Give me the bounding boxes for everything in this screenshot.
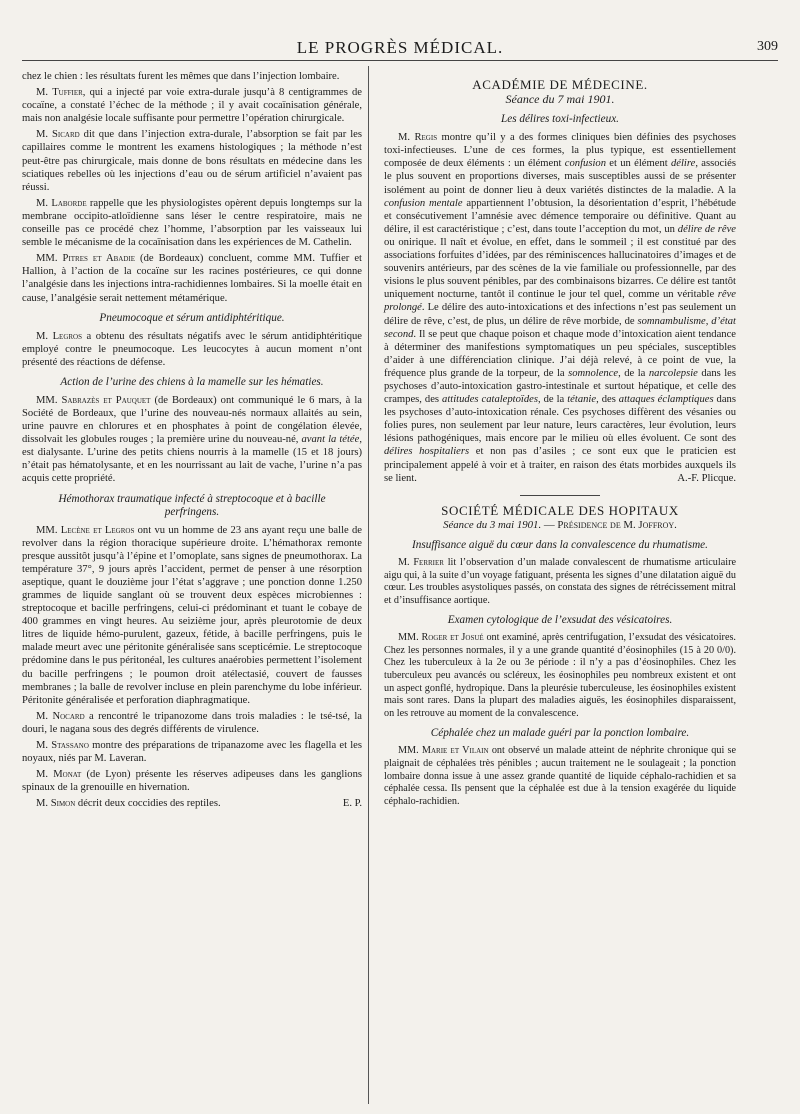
section-title: ACADÉMIE DE MÉDECINE. <box>472 77 648 92</box>
paragraph-text: ont vu un homme de 23 ans ayant reçu une balle de revolver dans la région thoracique supérieure droite. L’hémathorax remonte presque aussitôt jusqu’à l’épine et l’omoplate, sans signes de pneumothorax. La température 37°, 9 jours après l’accident, permet de penser à une résorption aseptique, quant le douzième jour l’état s’aggrave ; une ponction donne 1.250 grammes de liquide sanglant où se trouvent deux espèces microbiennes : streptocoque et bacille perfringens, celui-ci prédominant et tuant le cobaye de 400 grammes en vingt heures. Au seizième jour, après pleurotomie de deux litres de liquide hémo-purulent, gazeux, fétide, à bacille perfringens, puis le malade meurt avec une péritonite généralisée sans scepticémie. Le streptocoque prédomine dans le pus péritonéal, les cultures anaérobies permettent l’isolement du bacille perfringens ; le poumon droit atélectasié, couvert de fausses membranes ; la balle de revolver incluse en plein parenchyme du lobe inférieur. Péritonite généralisée et perforation diaphragmatique. <box>22 524 362 706</box>
subsection-heading: Insuffisance aiguë du cœur dans la convalescence du rhumatisme. <box>412 538 708 551</box>
author-name: Monat <box>53 769 82 781</box>
session-date: Séance du 7 mai 1901. <box>505 92 615 107</box>
author-name: Nocard <box>52 710 85 722</box>
paragraph-text: , des <box>596 394 619 406</box>
subsection-heading: Pneumocoque et sérum antidiphtéritique. <box>99 311 285 324</box>
paragraph: M. Regis montre qu’il y a des formes cliniques bien définies des psychoses toxi-infectieuses. L’une de ces formes, la plus typique, est essentiellement composée de deux éléments : un élément confusion et un élément délire, associés le plus souvent en proportions diverses, mais susceptibles aussi de se présenter isolément au point de donner lieu à deux variétés distinctes de la maladie. A la confusion mentale appartiennent l’obtusion, la désorientation d’esprit, l’hébétude et consécutivement l’amnésie avec démence temporaire ou définitive. Quant au délire, il est caractéristique ; c’est, dans toute l’acception du mot, un délire de rêve ou onirique. Il naît et évolue, en effet, dans le sommeil ; il est constitué par des associations forfuites d’idées, par des réminiscences hallucinatoires d’images et de souvenirs antérieurs, par des scènes de la vie familiale ou professionnelle, par des visions le plus souvent pénibles, par des combinaisons bizarres. Ce délire est tantôt uniquement nocturne, tantôt il continue le jour tel quel, comme un véritable rêve prolongé. Le délire des auto-intoxications et des infections n’est pas seulement un délire de rêve, c’est, de plus, un délire de rêve morbide, de somnambulisme, d’état second. Il se peut que chaque poison et chaque mode d’intoxication aient tendance à déterminer des manifestions symptomatiques un peu spéciales, susceptibles d’aider à une différenciation clinique. J’ai déjà relevé, à ce point de vue, la fréquence plus grande de la torpeur, de la somnolence, de la narcolepsie dans les psychoses d’auto-intoxication gastro-intestinale et surtout hépatique, et celle des crampes, des attitudes cataleptoïdes, de la tétanie, des attaques éclamptiques dans les psychoses d’auto-intoxication rénale. Ces psychoses diffèrent des vésanies ou folies pures, non seulement par leur nature, leurs caractères, leur évolution, leurs lésions pathogéniques, mais encore par le milieu où elles évoluent. Ce sont des délires hospitaliers et non pas d’asiles ; ce sont eux que le praticien est principalement appelé à voir et à traiter, en raison des états morbides auxquels ils se lient. A.-F. Plicque. <box>384 132 737 484</box>
paragraph-text: (de Bordeaux) ont communiqué le 6 mars, à la Société de Bordeaux, que l’urine des nouveau-nés normaux allaités au sein, urine pauvre en chlorures et en phosphates à point de congélation élevée, dissolvait les globules rouges ; la première urine du nouveau-né, <box>22 394 362 446</box>
subsection-heading: Les délires toxi-infectieux. <box>501 113 619 126</box>
author-name: Ferrier <box>413 556 444 568</box>
journal-title: LE PROGRÈS MÉDICAL. <box>296 38 504 57</box>
subsection-heading: Examen cytologique de l’exsudat des vésicatoires. <box>447 614 673 627</box>
author-name: Pitres et Abadie <box>62 253 135 265</box>
author-name: Laborde <box>51 197 87 209</box>
paragraph-text: dans les psychoses d’auto-intoxication rénale. Ces psychoses diffèrent des vésanies ou folies pures, non seulement par leur nature, leurs caractères, leur évolution, leurs lésions pathogéniques, mais encore par le milieu où elles évoluent. Ce sont des <box>384 394 736 445</box>
paragraph-text: ont examiné, après centrifugation, l’exsudat des vésicatoires. Chez les personnes normales, il y a une grande quantité d’éosinophiles (15 à 20 0/0). Chez les tuberculeux à la 2e ou 3e période : il n’y a pas d’éosinophiles. Chez les tuberculeux peu avancés ou scléreux, les éosinophiles peu nombreux existent et ont un aspect gonflé, hydropique. Dans la pleurésie tuberculeuse, les éosinophiles existent mais sont rares. Dans la plupart des maladies aiguës, les éosinophiles disparaissent, on les retrouve au moment de la convalescence. <box>384 632 736 719</box>
page-number: 309 <box>757 39 778 54</box>
paragraph-text: rappelle que les physiologistes opèrent depuis longtemps sur la membrane occipito-atloïdienne sans léser le centre respiratoire, mais ne conseille pas ce procédé chez l’homme, l’absorption par les vaisseaux lui semble le mécanisme de la cocaïnisation dans les expériences de M. Cathelin. <box>22 197 363 249</box>
paragraph: M. Simon décrit deux coccidies des reptiles. E. P. <box>36 798 362 810</box>
paragraph: chez le chien : les résultats furent les mêmes que dans l’injection lombaire. <box>22 71 340 82</box>
paragraph-text: a obtenu des résultats négatifs avec le sérum antidiphtéritique employé contre le pneumocoque. Les leucocytes à aucun moment n’ont présenté des réactions de défense. <box>22 330 362 368</box>
paragraph: M. Legros a obtenu des résultats négatifs avec le sérum antidiphtéritique employé contre le pneumocoque. Les leucocytes à aucun moment n’ont présenté des réactions de défense. <box>22 330 362 368</box>
emphasis: délires hospitaliers <box>384 446 470 458</box>
paragraph-text: appartiennent l’obtusion, la désorientation d’esprit, l’hébétude et consécutivement l’amnésie avec démence temporaire ou définitive. Quant au délire, il est caractéristique ; c’est, dans toute l’acception du mot, un <box>384 197 737 235</box>
paragraph-text: , associés le plus souvent en proportions diverses, mais susceptibles aussi de se présenter isolément au point de donner lieu à deux variétés distinctes de la maladie. A la <box>384 158 736 196</box>
emphasis: confusion mentale <box>384 197 463 209</box>
signature: A.-F. Plicque. <box>677 472 736 484</box>
emphasis: somnambulisme, d’état second <box>384 315 736 340</box>
paragraph: M. Ferrier lit l’observation d’un malade convalescent de rhumatisme articulaire aigu qui, à la suite d’un voyage fatiguant, présenta les signes d’une dilatation aiguë du cœur. Les troubles asystoliques passés, on constata des signes de rétrécissement mitral et d’insuffisance aortique. <box>384 556 736 606</box>
author-name: Stassano <box>51 740 89 752</box>
left-column <box>22 70 362 814</box>
paragraph: MM. Marie et Vilain ont observé un malade atteint de néphrite chronique qui se plaignait de céphalées très pénibles ; aucun traitement ne le soulageait ; la ponction lombaire donna issue à une assez grande quantité de liquide céphalo-rachidien et sa céphalée cessa. Ils pensent que la céphalée est due à la tension exagérée du liquide céphalo-rachidien. <box>384 745 736 807</box>
emphasis: attitudes cataleptoïdes <box>442 394 538 406</box>
emphasis: avant la tétée <box>301 434 360 446</box>
author-name: Simon <box>50 798 76 810</box>
section-title: SOCIÉTÉ MÉDICALE DES HOPITAUX <box>441 502 679 518</box>
author-name: Tuffier <box>52 87 83 99</box>
paragraph-text: dans les psychoses d’auto-intoxication gastro-intestinale et surtout hépatique, et celle des crampes, des <box>384 367 737 406</box>
emphasis: narcolepsie <box>648 367 698 379</box>
paragraph-text: , de la <box>618 367 649 379</box>
subsection-heading: Action de l’urine des chiens à la mamelle sur les hématies. <box>60 375 324 388</box>
paragraph-text: . Le délire des auto-intoxications et des infections n’est pas seulement un délire de rêve, c’est, de plus, un délire de rêve morbide, de <box>384 302 736 327</box>
emphasis: délire de rêve <box>677 223 736 235</box>
paragraph-text: , qui a injecté par voie extra-durale jusqu’à 8 centigrammes de cocaïne, a constaté l’échec de la méthode ; il y avait cocaïnisation générale, mais non analgésie locale suffisante pour permettre l’opération chirurgicale. <box>22 87 362 125</box>
subsection-heading: Céphalée chez un malade guéri par la ponction lombaire. <box>430 727 690 740</box>
paragraph: M. Stassano montre des préparations de tripanazome avec les flagella et les noyaux, niés par M. Laveran. <box>22 740 362 765</box>
paragraph-text: décrit deux coccidies des reptiles. <box>75 798 221 810</box>
paragraph: M. Nocard a rencontré le tripanozome dans trois maladies : le tsé-tsé, la douri, le nagana sous des degrés différents de virulence. <box>22 710 363 735</box>
author-name: Roger et Josué <box>421 632 484 644</box>
paragraph-text: . Il se peut que chaque poison et chaque mode d’intoxication aient tendance à déterminer des manifestions symptomatiques un peu spéciales, susceptibles d’aider à une différenciation clinique. J’ai déjà relevé, à ce point de vue, la fréquence plus grande de la torpeur, de la <box>384 328 736 379</box>
paragraph: M. Laborde rappelle que les physiologistes opèrent depuis longtemps sur la membrane occipito-atloïdienne sans léser le centre respiratoire, mais ne conseille pas ce procédé chez l’homme, l’absorption par les vaisseaux lui semble le mécanisme de la cocaïnisation dans les expériences de M. Cathelin. <box>22 197 363 249</box>
paragraph-text: et un élément <box>606 158 671 170</box>
paragraph-text: ont observé un malade atteint de néphrite chronique qui se plaignait de céphalées très pénibles ; aucun traitement ne le soulageait ; la ponction lombaire donna issue à une assez grande quantité de liquide céphalo-rachidien et sa céphalée cessa. Ils pensent que la céphalée est due à la tension exagérée du liquide céphalo-rachidien. <box>384 745 736 807</box>
section-rule <box>520 495 600 496</box>
column-divider <box>368 66 369 1104</box>
emphasis: rêve prolongé <box>384 289 736 314</box>
subsection-heading: Hémothorax traumatique infecté à streptocoque et à bacille perfringens. <box>58 492 326 518</box>
session-date-text: Séance du 3 mai 1901. <box>443 518 542 531</box>
emphasis: somnolence <box>568 367 619 379</box>
paragraph-text: montre des préparations de tripanazome avec les flagella et les noyaux, niés par M. Laveran. <box>22 740 362 765</box>
paragraph-text: lit l’observation d’un malade convalescent de rhumatisme articulaire aigu qui, à la suite d’un voyage fatiguant, présenta les signes d’une dilatation aiguë du cœur. Les troubles asystoliques passés, on constata des signes de rétrécissement mitral et d’insuffisance aortique. <box>384 556 736 606</box>
paragraph: M. Monat (de Lyon) présente les réserves adipeuses dans les ganglions spinaux de la grenouille en hivernation. <box>22 769 363 794</box>
emphasis: délire <box>670 158 696 170</box>
paragraph-text: et non pas d’asiles ; ce sont eux que le praticien est principalement appelé à voir et à traiter, en raison des états morbides auxquels ils se lient. <box>384 446 736 484</box>
emphasis: tétanie <box>567 394 597 406</box>
section-body <box>384 539 736 809</box>
emphasis: confusion <box>564 158 606 170</box>
author-name: Regis <box>414 132 438 144</box>
paragraph-text: dit que dans l’injection extra-durale, l’absorption se fait par les capillaires comme le montrent les examens histologiques ; la méthode n’est peut-être pas chirurgicale, mais donne de bons résultats en médecine dans les sciatiques rebelles où les injections d’eau ou de sérum artificiel n’avaient pas réussi. <box>22 129 362 193</box>
page-header <box>22 36 778 61</box>
paragraph: M. Sicard dit que dans l’injection extra-durale, l’absorption se fait par les capillaires comme le montrent les examens histologiques ; la méthode n’est peut-être pas chirurgicale, mais donne de bons résultats en médecine dans les sciatiques rebelles où les injections d’eau ou de sérum artificiel n’avaient pas réussi. <box>22 129 362 193</box>
emphasis: attaques éclamptiques <box>618 394 714 406</box>
paragraph-text: (de Lyon) présente les réserves adipeuses dans les ganglions spinaux de la grenouille en hivernation. <box>22 769 363 794</box>
paragraph-text: (de Bordeaux) concluent, comme MM. Tuffier et Hallion, à l’action de la cocaïne sur les racines postérieures, ce qui donne l’analgésie dans les injections intra-rachidiennes lombaires. Si la moelle était en cause, l’analgésie serait nettement métamérique. <box>22 253 362 304</box>
paragraph: MM. Sabrazès et Pauquet (de Bordeaux) ont communiqué le 6 mars, à la Société de Bordeaux, que l’urine des nouveau-nés normaux allaités au sein, urine pauvre en chlorures et en phosphates à point de congélation élevée, dissolvait les globules rouges ; la première urine du nouveau-né, avant la tétée, est dialysante. L’urine des petits chiens nourris à la mamelle (15 et 18 jours) n’était pas hématolysante, et en les nourrissant au lait de vache, l’urine n’a pas acquis cette propriété. <box>22 394 362 485</box>
presidency: — Présidence de M. Joffroy. <box>541 518 677 531</box>
author-name: Legros <box>52 330 82 342</box>
author-name: Marie et Vilain <box>421 745 489 757</box>
author-name: Lecène et Legros <box>60 524 135 536</box>
paragraph-text: , de la <box>538 394 568 406</box>
paragraph-text: , est dialysante. L’urine des petits chiens nourris à la mamelle (15 et 18 jours) n’était pas hématolysante, et en les nourrissant au lait de vache, l’urine n’a pas acquis cette propriété. <box>22 434 362 485</box>
paragraph: MM. Pitres et Abadie (de Bordeaux) concluent, comme MM. Tuffier et Hallion, à l’action de la cocaïne sur les racines postérieures, ce qui donne l’analgésie dans les injections intra-rachidiennes lombaires. Si la moelle était en cause, l’analgésie serait nettement métamérique. <box>22 253 362 304</box>
paragraph: MM. Lecène et Legros ont vu un homme de 23 ans ayant reçu une balle de revolver dans la région thoracique supérieure droite. L’hémathorax remonte presque aussitôt jusqu’à l’épine et l’omoplate, sans signes de pneumothorax. La température 37°, 9 jours après l’accident, permet de penser à une résorption aseptique, quant le douzième jour l’état s’aggrave ; une ponction donne 1.250 grammes de liquide sanglant où se trouvent deux espèces microbiennes : streptocoque et bacille perfringens, celui-ci prédominant et tuant le cobaye de 400 grammes en vingt heures. Au seizième jour, après pleurotomie de deux litres de liquide hémo-purulent, gazeux, fétide, à bacille perfringens, puis le malade meurt avec une péritonite généralisée sans scepticémie. Le streptocoque prédomine dans le pus péritonéal, les cultures anaérobies permettent l’isolement du bacille perfringens ; le poumon droit atélectasié, couvert de fausses membranes ; la balle de revolver incluse en plein parenchyme du lobe inférieur. Péritonite généralisée et perforation diaphragmatique. <box>22 524 362 706</box>
right-column <box>384 70 736 811</box>
signature: E. P. <box>342 798 362 810</box>
author-name: Sabrazès et Pauquet <box>61 394 151 406</box>
author-name: Sicard <box>52 129 80 141</box>
paragraph: M. Tuffier, qui a injecté par voie extra-durale jusqu’à 8 centigrammes de cocaïne, a constaté l’échec de la méthode ; il y avait cocaïnisation générale, mais non analgésie locale suffisante pour permettre l’opération chirurgicale. <box>22 87 362 125</box>
paragraph-text: ou onirique. Il naît et évolue, en effet, dans le sommeil ; il est constitué par des associations forfuites d’idées, par des réminiscences hallucinatoires d’images et de souvenirs antérieurs, par des scènes de la vie familiale ou professionnelle, par des visions le plus souvent pénibles, par des combinaisons bizarres. Ce délire est tantôt uniquement nocturne, tantôt il continue le jour tel quel, comme un véritable <box>384 236 736 301</box>
paragraph: MM. Roger et Josué ont examiné, après centrifugation, l’exsudat des vésicatoires. Chez les personnes normales, il y a une grande quantité d’éosinophiles (15 à 20 0/0). Chez les tuberculeux à la 2e ou 3e période : il n’y a pas d’éosinophiles. Chez les tuberculeux peu avancés ou scléreux, les éosinophiles peu nombreux existent et ont un aspect gonflé, hydropique. Dans la pleurésie tuberculeuse, les éosinophiles existent mais sont rares. Dans la plupart des maladies aiguës, les éosinophiles disparaissent, on les retrouve au moment de la convalescence. <box>384 632 736 719</box>
paragraph-text: a rencontré le tripanozome dans trois maladies : le tsé-tsé, la douri, le nagana sous des degrés différents de virulence. <box>22 710 363 735</box>
session-date <box>384 519 736 532</box>
paragraph-text: montre qu’il y a des formes cliniques bien définies des psychoses toxi-infectieuses. L’une de ces formes, la plus typique, est essentiellement composée de deux éléments : un élément <box>384 132 737 170</box>
